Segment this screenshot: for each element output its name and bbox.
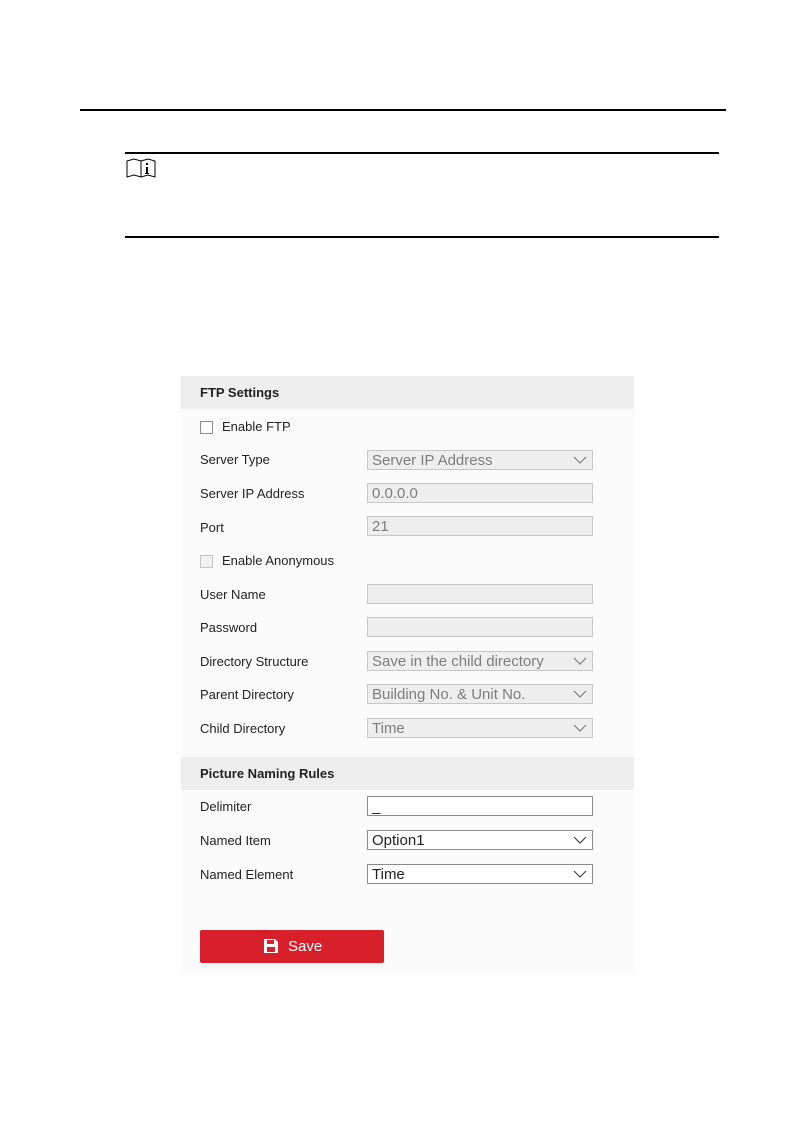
directory-structure-value: Save in the child directory [372, 653, 544, 670]
floppy-disk-icon [263, 938, 279, 954]
save-button[interactable] [200, 930, 384, 963]
book-info-icon [126, 158, 156, 178]
named-item-value: Option1 [372, 832, 425, 849]
save-label: Save [288, 938, 323, 955]
parent-directory-select[interactable] [367, 684, 593, 704]
password-label: Password [200, 620, 258, 635]
server-type-value: Server IP Address [372, 452, 493, 469]
port-input[interactable] [367, 516, 593, 536]
password-input[interactable] [367, 617, 593, 637]
named-element-select[interactable] [367, 864, 593, 884]
chevron-down-icon [573, 836, 587, 845]
named-element-label: Named Element [200, 867, 294, 882]
enable-anonymous-checkbox[interactable] [200, 555, 213, 568]
directory-structure-select[interactable] [367, 651, 593, 671]
chevron-down-icon [573, 690, 587, 699]
delimiter-label: Delimiter [200, 799, 252, 814]
ftp-settings-title: FTP Settings [200, 385, 280, 400]
server-type-label: Server Type [200, 452, 270, 467]
server-type-select[interactable] [367, 450, 593, 470]
ftp-settings-header [181, 376, 634, 409]
child-directory-value: Time [372, 720, 405, 737]
child-directory-select[interactable] [367, 718, 593, 738]
header-rule [80, 109, 726, 111]
delimiter-input[interactable] [367, 796, 593, 816]
server-ip-label: Server IP Address [200, 486, 305, 501]
enable-anonymous-label: Enable Anonymous [222, 553, 335, 568]
user-name-label: User Name [200, 587, 266, 602]
note-bottom-rule [125, 236, 719, 238]
port-value: 21 [372, 518, 389, 535]
named-element-value: Time [372, 866, 405, 883]
chevron-down-icon [573, 724, 587, 733]
directory-structure-label: Directory Structure [200, 654, 309, 669]
chevron-down-icon [573, 657, 587, 666]
chevron-down-icon [573, 456, 587, 465]
note-top-rule [125, 152, 719, 154]
named-item-select[interactable] [367, 830, 593, 850]
enable-ftp-label: Enable FTP [222, 419, 291, 434]
enable-ftp-checkbox[interactable] [200, 421, 213, 434]
server-ip-value: 0.0.0.0 [372, 485, 418, 502]
user-name-input[interactable] [367, 584, 593, 604]
parent-directory-label: Parent Directory [200, 687, 294, 702]
delimiter-value: _ [372, 798, 381, 815]
parent-directory-value: Building No. & Unit No. [372, 686, 526, 703]
chevron-down-icon [573, 870, 587, 879]
port-label: Port [200, 520, 224, 535]
server-ip-input[interactable] [367, 483, 593, 503]
named-item-label: Named Item [200, 833, 271, 848]
picture-naming-title: Picture Naming Rules [200, 766, 335, 781]
child-directory-label: Child Directory [200, 721, 286, 736]
picture-naming-header [181, 757, 634, 790]
